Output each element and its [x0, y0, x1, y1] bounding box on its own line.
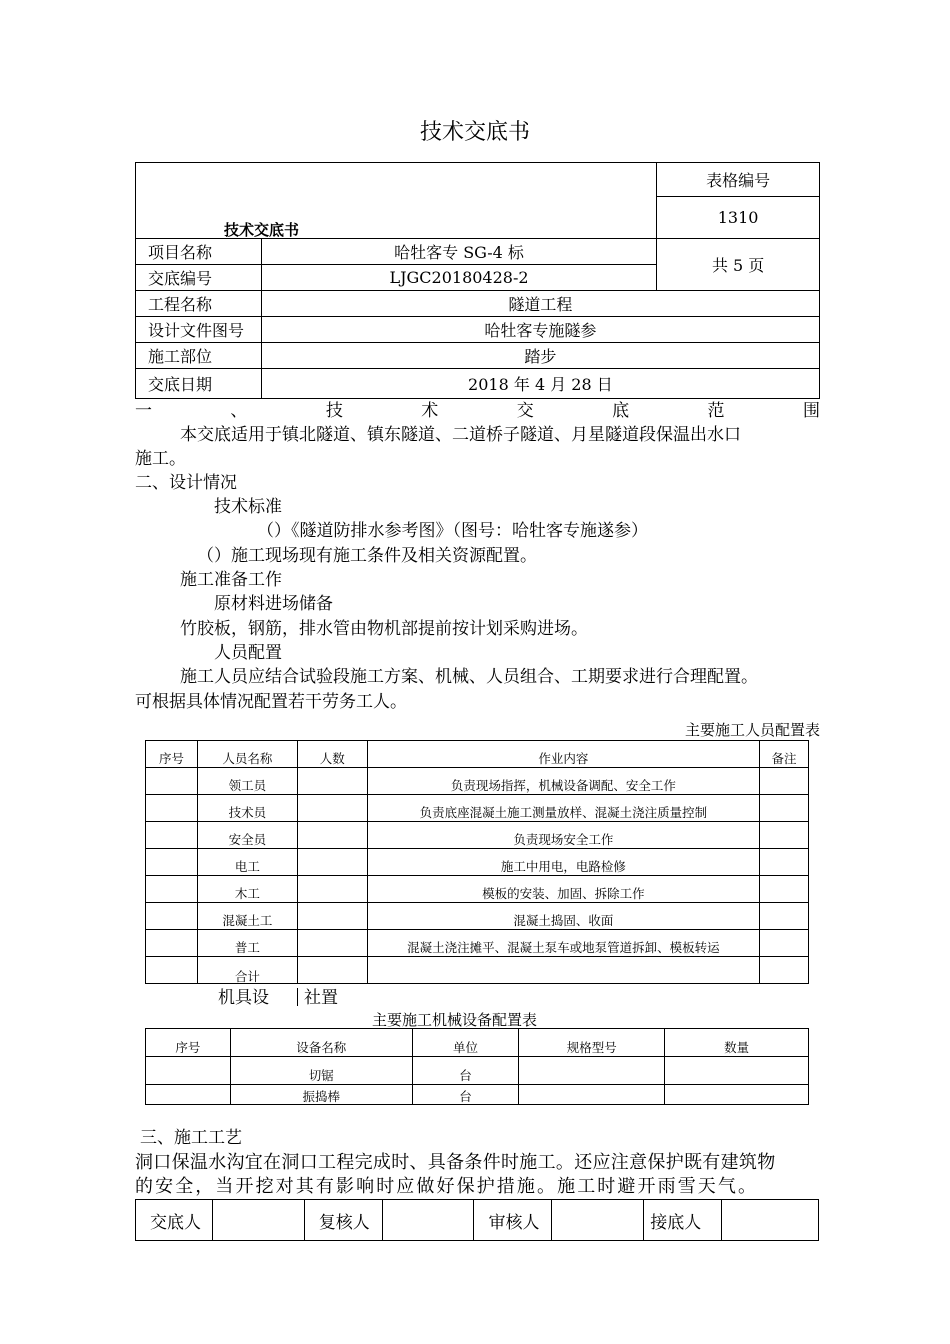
receiver-signature[interactable]: [722, 1200, 819, 1241]
table-cell: [760, 768, 809, 795]
handover-person-signature[interactable]: [212, 1200, 304, 1241]
table-cell: [665, 1085, 809, 1105]
table-row: [146, 795, 809, 822]
table-cell: [760, 957, 809, 984]
table-cell: [665, 1057, 809, 1085]
standard-item-2: （）施工现场现有施工条件及相关资源配置。: [197, 546, 537, 566]
s1-char: 围: [802, 401, 820, 421]
staff-role: 木工: [197, 876, 297, 903]
equip-name: 振捣棒: [230, 1085, 412, 1105]
table-cell: [367, 957, 759, 984]
s1-char: 范: [707, 401, 725, 421]
table-cell: [519, 1057, 665, 1085]
staff-header-remark: 备注: [760, 741, 809, 768]
auditor-label: 审核人: [474, 1200, 552, 1241]
header-table: [135, 162, 820, 399]
machinery-heading-b: 社置: [304, 988, 338, 1008]
staff-task: 混凝土浇注摊平、混凝土泵车或地泵管道拆卸、模板转运: [367, 930, 759, 957]
table-cell: [297, 957, 367, 984]
process-text-line2: 的安全，当开挖对其有影响时应做好保护措施。施工时避开雨雪天气。: [135, 1176, 759, 1197]
table-cell: [146, 768, 198, 795]
handover-no-label: 交底编号: [136, 265, 262, 291]
staff-header-task: 作业内容: [367, 741, 759, 768]
table-cell: [760, 795, 809, 822]
staff-task: 混凝土捣固、收面: [367, 903, 759, 930]
machinery-heading-a: 机具设: [218, 988, 269, 1008]
equip-unit: 台: [412, 1057, 519, 1085]
work-name-label: 工程名称: [136, 291, 262, 317]
table-cell: [146, 849, 198, 876]
scope-text-line1: 本交底适用于镇北隧道、镇东隧道、二道桥子隧道、月星隧道段保温出水口: [180, 425, 741, 445]
staff-header-count: 人数: [297, 741, 367, 768]
staff-header-name: 人员名称: [197, 741, 297, 768]
table-row: [146, 768, 809, 795]
equipment-table: [145, 1028, 809, 1105]
equip-header-qty: 数量: [665, 1029, 809, 1057]
table-cell: [297, 795, 367, 822]
handover-no-value: LJGC20180428-2: [261, 265, 656, 291]
header-big-title: 技术交底书: [224, 221, 300, 239]
construction-part-label: 施工部位: [136, 343, 262, 369]
header-title-cell: [136, 163, 657, 239]
equip-header-spec: 规格型号: [519, 1029, 665, 1057]
table-cell: [297, 930, 367, 957]
table-cell: [519, 1085, 665, 1105]
staff-table-caption: 主要施工人员配置表: [684, 721, 820, 739]
staff-task: 模板的安装、加固、拆除工作: [367, 876, 759, 903]
standard-item-1: （）《隧道防排水参考图》（图号：哈牡客专施遂参）: [257, 521, 648, 541]
staff-task: 施工中用电，电路检修: [367, 849, 759, 876]
reviewer-signature[interactable]: [382, 1200, 474, 1241]
staff-role: 安全员: [197, 822, 297, 849]
s1-char: 交: [516, 401, 534, 421]
form-number-value: 1310: [657, 197, 820, 239]
design-drawing-value: 哈牡客专施隧参: [261, 317, 819, 343]
signoff-table: [135, 1199, 819, 1241]
construction-part-value: 踏步: [261, 343, 819, 369]
staff-role: 混凝土工: [197, 903, 297, 930]
table-cell: [146, 822, 198, 849]
table-row: [146, 876, 809, 903]
page-count: 共 5 页: [657, 239, 820, 291]
table-cell: [146, 957, 198, 984]
prep-heading: 施工准备工作: [180, 570, 282, 590]
equip-table-caption: 主要施工机械设备配置表: [372, 1011, 538, 1029]
work-name-value: 隧道工程: [261, 291, 819, 317]
handover-person-label: 交底人: [136, 1200, 213, 1241]
staff-task: 负责现场指挥，机械设备调配、安全工作: [367, 768, 759, 795]
staffing-heading: 人员配置: [214, 643, 282, 663]
process-text-line1: 洞口保温水沟宜在洞口工程完成时、具备条件时施工。还应注意保护既有建筑物: [135, 1152, 776, 1173]
staff-role: 电工: [197, 849, 297, 876]
staff-task: 负责底座混凝土施工测量放样、混凝土浇注质量控制: [367, 795, 759, 822]
reviewer-label: 复核人: [304, 1200, 382, 1241]
table-row: [146, 1057, 809, 1085]
table-cell: [146, 876, 198, 903]
table-cell: [760, 903, 809, 930]
materials-text: 竹胶板，钢筋，排水管由物机部提前按计划采购进场。: [180, 619, 588, 639]
equip-unit: 台: [412, 1085, 519, 1105]
divider: [297, 988, 298, 1006]
table-row: [146, 1085, 809, 1105]
equip-header-no: 序号: [146, 1029, 231, 1057]
staff-role: 普工: [197, 930, 297, 957]
section-1-heading: [135, 399, 820, 423]
table-cell: [297, 822, 367, 849]
table-cell: [146, 1057, 231, 1085]
table-row: [146, 822, 809, 849]
staff-role: 领工员: [197, 768, 297, 795]
s1-char: 术: [421, 401, 439, 421]
table-cell: [297, 768, 367, 795]
table-cell: [760, 849, 809, 876]
s1-char: 、: [230, 401, 248, 421]
table-row: [146, 957, 809, 984]
s1-char: 底: [612, 401, 630, 421]
auditor-signature[interactable]: [552, 1200, 644, 1241]
staffing-text-line2: 可根据具体情况配置若干劳务工人。: [135, 692, 407, 712]
receiver-label: 接底人: [644, 1200, 722, 1241]
project-name-label: 项目名称: [136, 239, 262, 265]
section-3-heading: 三、施工工艺: [140, 1128, 242, 1148]
tech-standard-heading: 技术标准: [214, 497, 282, 517]
table-cell: [297, 849, 367, 876]
equip-header-unit: 单位: [412, 1029, 519, 1057]
table-cell: [760, 930, 809, 957]
staff-role: 技术员: [197, 795, 297, 822]
equip-header-name: 设备名称: [230, 1029, 412, 1057]
staff-header-no: 序号: [146, 741, 198, 768]
table-row: [146, 903, 809, 930]
equip-name: 切锯: [230, 1057, 412, 1085]
handover-date-value: 2018 年 4 月 28 日: [261, 369, 819, 399]
staff-table: [145, 740, 809, 984]
materials-heading: 原材料进场储备: [214, 594, 333, 614]
table-cell: [146, 903, 198, 930]
table-cell: [146, 795, 198, 822]
s1-char: 技: [325, 401, 343, 421]
project-name-value: 哈牡客专 SG-4 标: [261, 239, 656, 265]
section-2-heading: 二、设计情况: [135, 473, 237, 493]
page-title: 技术交底书: [419, 120, 530, 145]
table-cell: [760, 822, 809, 849]
table-cell: [760, 876, 809, 903]
table-cell: [146, 1085, 231, 1105]
staff-task: 负责现场安全工作: [367, 822, 759, 849]
form-number-label: 表格编号: [657, 163, 820, 197]
s1-char: 一: [135, 401, 152, 421]
staff-total: 合计: [197, 957, 297, 984]
scope-text-line2: 施工。: [135, 449, 186, 469]
table-cell: [297, 876, 367, 903]
table-row: [146, 849, 809, 876]
design-drawing-label: 设计文件图号: [136, 317, 262, 343]
staffing-text-line1: 施工人员应结合试验段施工方案、机械、人员组合、工期要求进行合理配置。: [180, 667, 758, 687]
table-cell: [146, 930, 198, 957]
table-row: [146, 930, 809, 957]
handover-date-label: 交底日期: [136, 369, 262, 399]
table-cell: [297, 903, 367, 930]
